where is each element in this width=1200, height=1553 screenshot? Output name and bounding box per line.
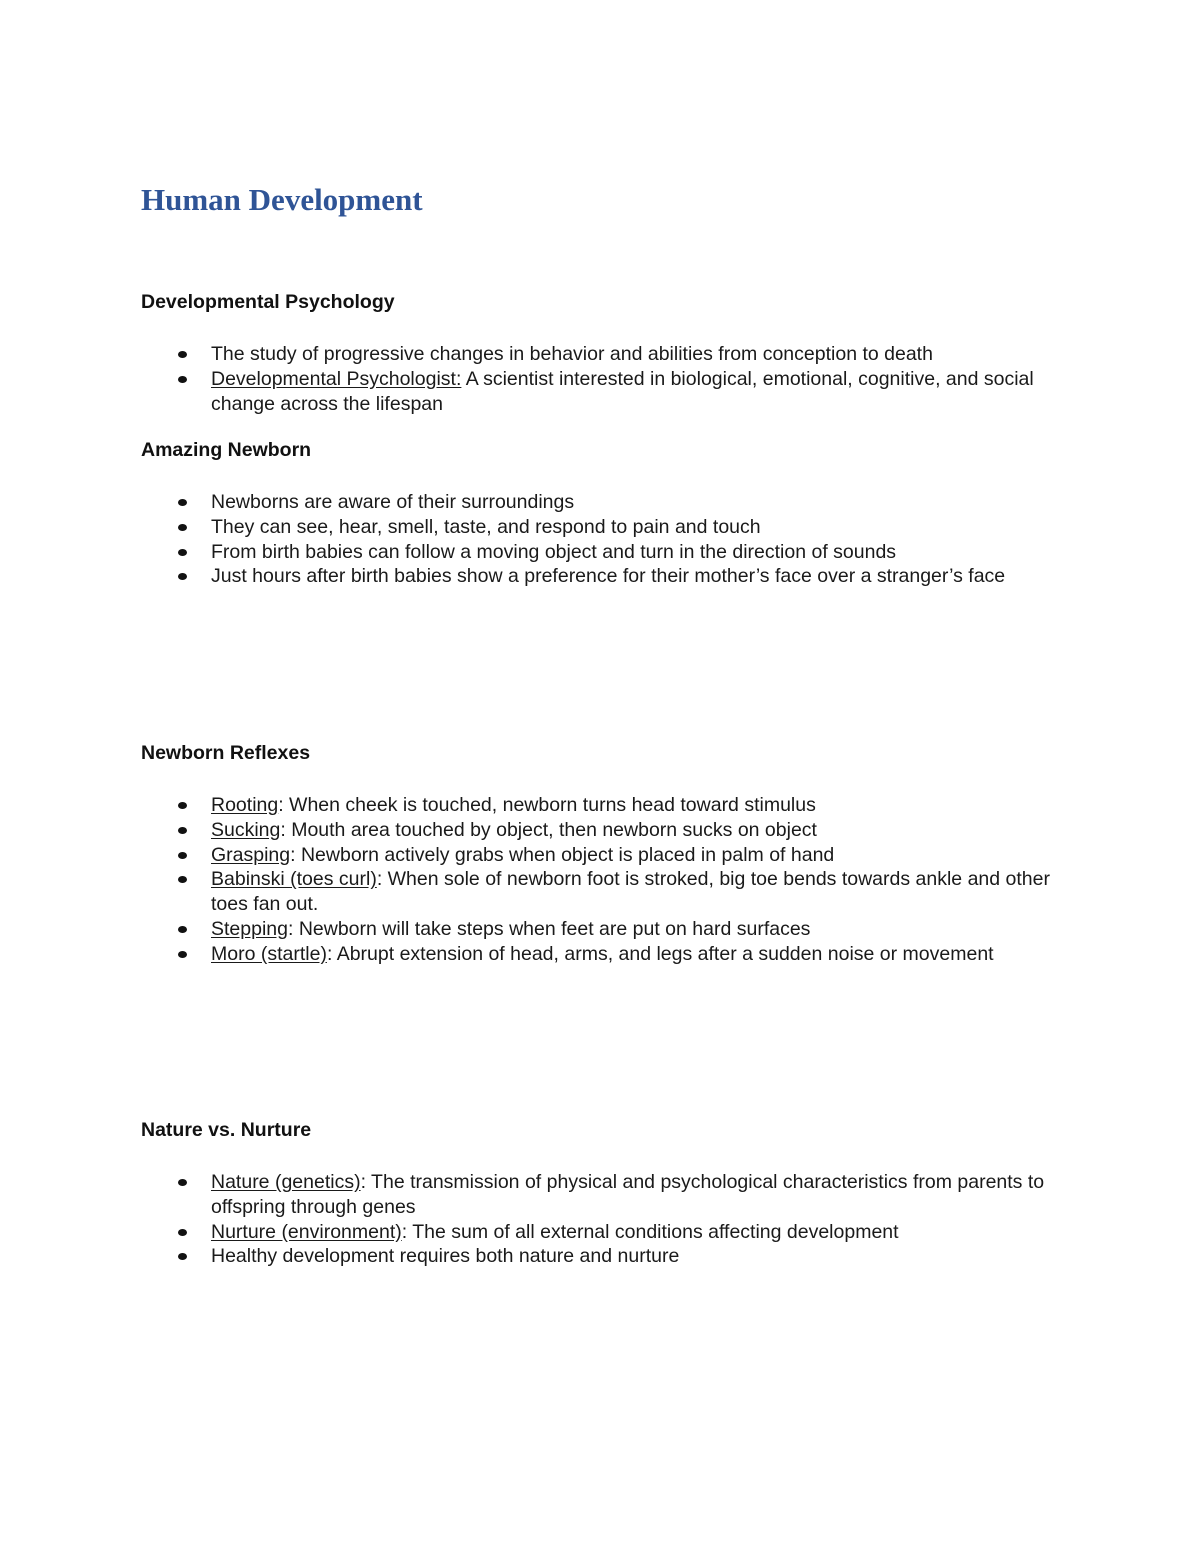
list-item <box>141 843 1071 868</box>
item-term: Developmental Psychologist: <box>211 367 462 390</box>
item-text: The study of progressive changes in behavior and abilities from conception to death <box>211 343 933 365</box>
list-item <box>141 564 1071 589</box>
item-text: : The transmission of physical and psychological characteristics from parents to offspring through genes <box>211 1171 1045 1218</box>
item-text: : Newborn will take steps when feet are put on hard surfaces <box>287 917 811 940</box>
section-heading: Amazing Newborn <box>141 439 312 461</box>
bullet-icon <box>178 876 187 883</box>
bullet-icon <box>178 1253 187 1260</box>
bullet-icon <box>178 802 187 809</box>
list-item <box>141 942 1071 967</box>
list-item <box>141 515 1071 540</box>
item-text: Just hours after birth babies show a preference for their mother’s face over a stranger’s face <box>211 565 1006 588</box>
item-text: A scientist interested in biological, emotional, cognitive, and social change across the lifespan <box>211 367 1034 415</box>
item-term: Stepping <box>211 917 288 940</box>
item-term: Rooting <box>211 794 279 816</box>
bullet-icon <box>178 351 187 358</box>
list-item <box>141 367 1071 417</box>
bullet-icon <box>178 549 187 556</box>
section-heading: Nature vs. Nurture <box>141 1119 312 1141</box>
item-text: : When sole of newborn foot is stroked, big toe bends towards ankle and other toes fan out. <box>211 868 1050 916</box>
list-item <box>141 1220 1071 1245</box>
section-developmental-psychology <box>141 290 1071 416</box>
list-item <box>141 1244 1071 1269</box>
item-text: : Abrupt extension of head, arms, and legs after a sudden noise or movement <box>326 942 994 965</box>
bullet-list <box>141 342 1071 416</box>
bullet-icon <box>178 573 187 580</box>
item-text: : When cheek is touched, newborn turns head toward stimulus <box>278 794 816 816</box>
list-item <box>141 818 1071 843</box>
list-item <box>141 342 1071 367</box>
bullet-icon <box>178 926 187 933</box>
bullet-list <box>141 490 1071 589</box>
bullet-list <box>141 1170 1071 1269</box>
list-item <box>141 867 1071 917</box>
bullet-icon <box>178 827 187 834</box>
bullet-icon <box>178 1179 187 1186</box>
list-item <box>141 540 1071 565</box>
list-item <box>141 793 1071 818</box>
bullet-icon <box>178 852 187 859</box>
item-term: Babinski (toes curl) <box>211 868 377 891</box>
item-text: : Newborn actively grabs when object is placed in palm of hand <box>290 843 835 866</box>
section-heading: Developmental Psychology <box>141 291 395 313</box>
item-text: Healthy development requires both nature and nurture <box>211 1245 680 1268</box>
item-term: Grasping <box>211 843 291 866</box>
bullet-icon <box>178 524 187 531</box>
bullet-icon <box>178 499 187 506</box>
list-item <box>141 490 1071 515</box>
item-term: Sucking <box>211 818 281 841</box>
list-item <box>141 917 1071 942</box>
item-text: : The sum of all external conditions affecting development <box>401 1220 899 1243</box>
section-nature-vs-nurture <box>141 1118 1071 1269</box>
bullet-icon <box>178 376 187 383</box>
bullet-list <box>141 793 1071 967</box>
list-item <box>141 1170 1071 1220</box>
item-term: Moro (startle) <box>211 942 327 965</box>
item-term: Nurture (environment) <box>211 1220 402 1243</box>
section-newborn-reflexes <box>141 741 1071 967</box>
section-heading: Newborn Reflexes <box>141 742 311 764</box>
bullet-icon <box>178 951 187 958</box>
page-title: Human Development <box>141 182 423 217</box>
item-text: From birth babies can follow a moving object and turn in the direction of sounds <box>211 540 897 563</box>
item-text: : Mouth area touched by object, then newborn sucks on object <box>280 818 817 841</box>
item-text: They can see, hear, smell, taste, and respond to pain and touch <box>211 515 761 538</box>
item-text: Newborns are aware of their surroundings <box>211 491 575 513</box>
section-amazing-newborn <box>141 438 1071 589</box>
bullet-icon <box>178 1229 187 1236</box>
item-term: Nature (genetics) <box>211 1171 361 1193</box>
